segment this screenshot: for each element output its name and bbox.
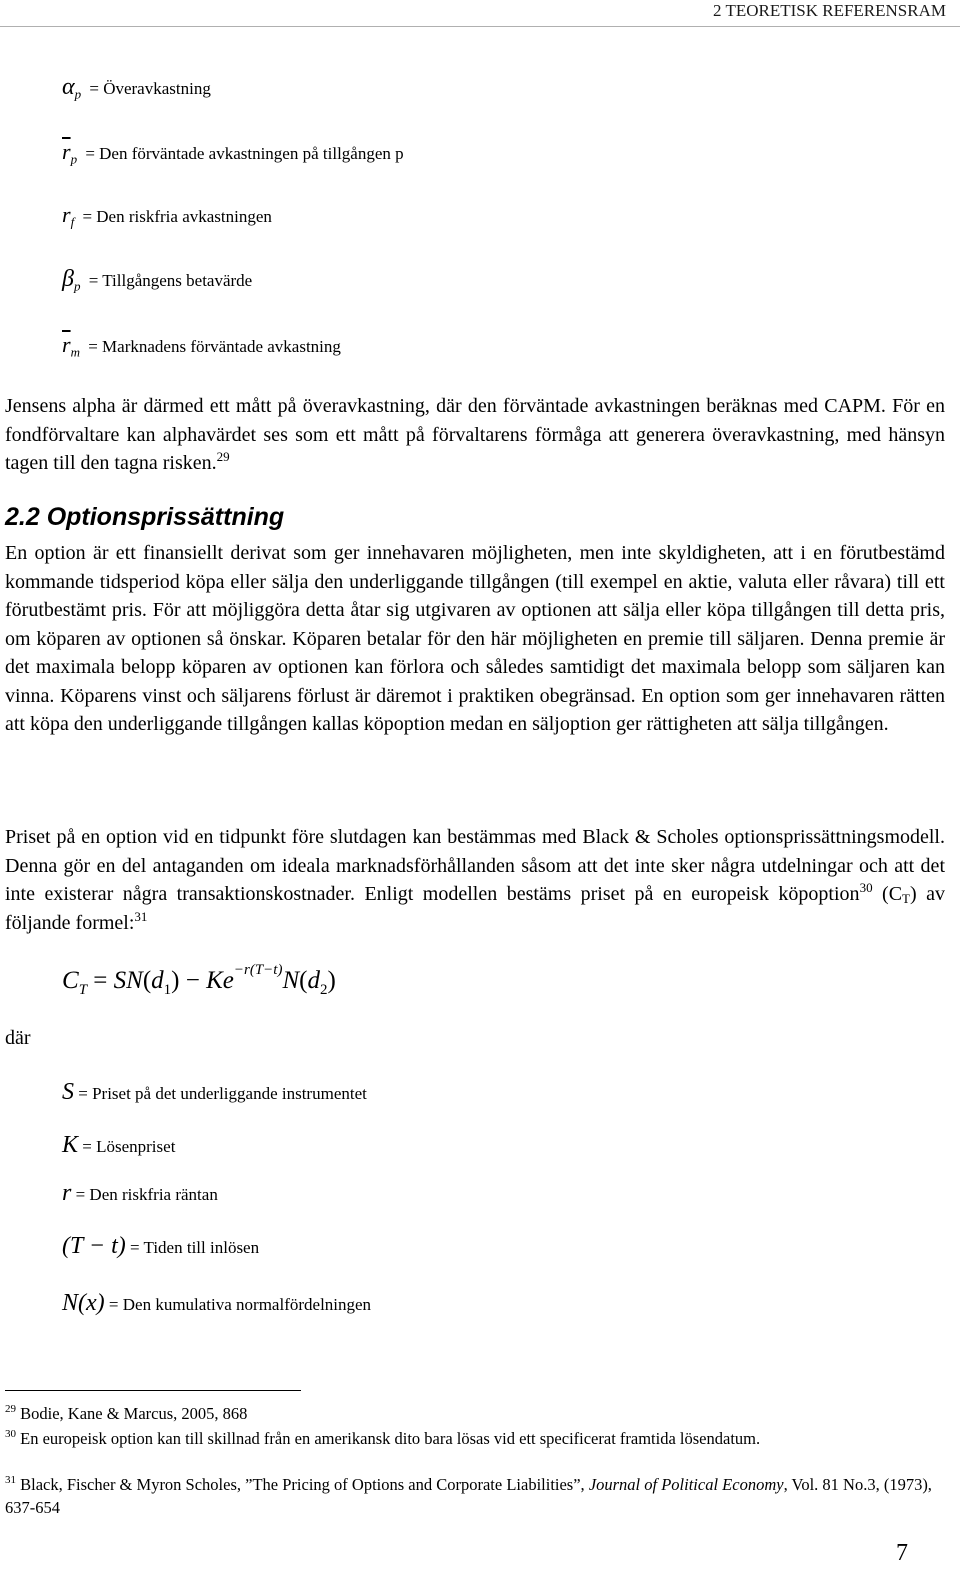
running-title: 2 TEORETISK REFERENSRAM xyxy=(713,1,946,20)
definition-text: = Marknadens förväntade avkastning xyxy=(88,337,341,356)
footnote-ref: 29 xyxy=(216,449,230,464)
definition-symbol: $\overline{r}$ xyxy=(62,332,71,357)
definition-text: = Den riskfria avkastningen xyxy=(82,207,272,226)
paragraph-jensen: Jensens alpha är därmed ett mått på överavkastning, där den förväntade avkastningen beräknas med CAPM. För en fondförvaltare kan alphavärdet ses som ett mått på förvaltarens förmåga att generera överavkastning, med hänsyn tagen till den tagna risken.$^{29}$ xyxy=(5,395,945,474)
definition-text: = Tillgångens betavärde xyxy=(88,271,253,290)
footnote-ref: 31 xyxy=(134,908,148,924)
footnote-30: $^{30}$ En europeisk option kan till skillnad från en amerikansk dito bara lösas vid ett specificerat framtida lösendatum. xyxy=(5,1428,761,1448)
section-heading: 2.2 Optionsprissättning xyxy=(5,503,285,531)
definition-text: = Överavkastning xyxy=(89,79,211,98)
page-number: 7 xyxy=(896,1540,908,1566)
definition-alpha: $\alpha_p$ = Överavkastning xyxy=(62,74,211,102)
variable-r: r = Den riskfria räntan xyxy=(62,1180,218,1206)
variable-n-x: N(x) = Den kumulativa normalfördelningen xyxy=(62,1290,372,1316)
variable-s: S = Priset på det underliggande instrumentet xyxy=(62,1079,367,1105)
definition-rf: $r_f$ = Den riskfria avkastningen xyxy=(62,202,272,230)
running-header xyxy=(0,0,960,27)
definition-rm: $\overline{r}_m$ = Marknadens förväntade avkastning xyxy=(62,332,341,360)
definition-text: = Den förväntade avkastningen på tillgången p xyxy=(85,144,404,163)
black-scholes-formula: $C_T = SN(d_1) - Ke^{-r(T-t)}N(d_2)$ xyxy=(62,962,336,998)
variable-k: K = Lösenpriset xyxy=(62,1132,176,1158)
paragraph-black-scholes: Priset på en option vid en tidpunkt före slutdagen kan bestämmas med Black & Scholes optionsprissättningsmodell. Denna gör en del antaganden om ideala marknadsförhållanden såsom att det inte sker några utdelningar och att det inte existerar några transaktionskostnader. Enligt modellen bestäms priset på en europeisk köpoption$^{30}$ $(C_T)$ av följande formel:$^{31}$ xyxy=(5,826,946,934)
definition-rp: $\overline{r}_p$ = Den förväntade avkastningen på tillgången p xyxy=(62,139,404,167)
variable-t-minus-t: (T − t) = Tiden till inlösen xyxy=(62,1233,260,1259)
footnote-31: $^{31}$ Black, Fischer & Myron Scholes, ”The Pricing of Options and Corporate Liabilities”, Journal of Political Economy, Vol. 81 No.3, (1973), 637-654 xyxy=(5,1474,932,1517)
paragraph-option: En option är ett finansiellt derivat som ger innehavaren möjligheten, men inte skyldigheten, att i en förutbestämd kommande tidsperiod köpa eller sälja den underliggande tillgången (till exempel en aktie, valuta eller råvara) till ett förutbestämt pris. För att möjliggöra detta åtar sig utgivaren av optionen att sälja eller köpa tillgången till detta pris, om köparen av optionen så önskar. Köparen betalar för den här möjligheten en premie till säljaren. Denna premie är det maximala belopp köparen av optionen kan förlora och således samtidigt det maximala belopp som säljaren kan vinna. Köparens vinst och säljarens förlust är däremot i praktiken obegränsad. En option som ger innehavaren rätten att köpa den underliggande tillgången kallas köpoption medan en säljoption ger rättigheten att sälja tillgången. xyxy=(5,542,945,735)
definition-beta: $\beta_p$ = Tillgångens betavärde xyxy=(62,266,253,294)
definition-symbol: α xyxy=(62,74,75,100)
dar-label: där xyxy=(5,1027,31,1049)
definition-symbol: β xyxy=(62,266,74,292)
footnote-29: $^{29}$ Bodie, Kane & Marcus, 2005, 868 xyxy=(5,1403,248,1423)
footnote-ref: 30 xyxy=(859,880,873,895)
definition-symbol: r xyxy=(62,202,71,227)
definition-symbol: $\overline{r}$ xyxy=(62,139,71,164)
footnote-divider xyxy=(5,1390,301,1391)
